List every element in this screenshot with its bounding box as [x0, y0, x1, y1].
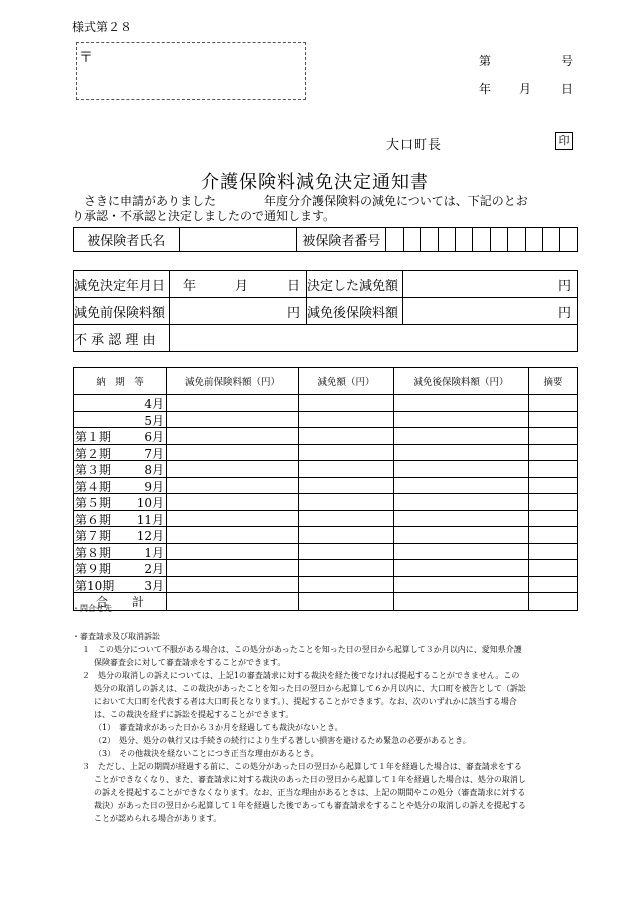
- after-amount-cell[interactable]: [394, 461, 529, 478]
- period-label: 第４期: [75, 479, 112, 494]
- rejection-reason-label: 不 承 認 理 由: [74, 325, 170, 352]
- remarks-cell[interactable]: [529, 411, 578, 428]
- insured-name-field[interactable]: [179, 228, 297, 252]
- after-amount-cell[interactable]: [394, 411, 529, 428]
- period-cell: [74, 494, 167, 511]
- after-amount-cell[interactable]: [394, 576, 529, 593]
- insured-number-digit[interactable]: [421, 228, 438, 252]
- header-nen: 年: [479, 82, 492, 96]
- col-header-period: 納 期 等: [74, 368, 167, 395]
- before-amount-label: 減免前保険料額: [74, 298, 170, 325]
- header-go: 号: [561, 54, 574, 68]
- after-amount-cell[interactable]: [394, 477, 529, 494]
- table-row: [74, 395, 578, 412]
- month-label: 6月: [144, 430, 164, 444]
- before-amount-field[interactable]: 円: [170, 298, 307, 325]
- postal-mark: 〒: [79, 50, 93, 66]
- before-amount-cell[interactable]: [167, 395, 299, 412]
- note-sub-3: （3） その他裁決を経ないことにつき正当な理由があるとき。: [94, 749, 319, 758]
- period-label: 第６期: [75, 512, 112, 527]
- notes-heading: ・審査請求及び取消訴訟: [72, 632, 160, 641]
- period-label: 第７期: [75, 529, 112, 543]
- header-dai: 第: [479, 54, 492, 68]
- insured-name-label: 被保険者氏名: [74, 228, 180, 252]
- after-amount-cell[interactable]: [394, 444, 529, 461]
- note-3b: ことができなくなり、また、審査請求に対する裁決のあった日の翌日から起算して１年を経過した場合は、処分の取消し: [94, 775, 526, 784]
- note-2d: は、この裁決を経ずに訴訟を提起することができます。: [94, 710, 294, 719]
- note-sub-2: （2） 処分、処分の執行又は手続きの続行により生ずる著しい損害を避けるため緊急の必要があるとき。: [94, 736, 471, 745]
- note-2: ２ 処分の取消しの訴えについては、上記1の審査請求に対する裁決を経た後でなければ提起することができません。この: [82, 671, 520, 680]
- schedule-table: [73, 367, 578, 611]
- before-amount-cell[interactable]: [167, 527, 299, 544]
- insured-number-digit[interactable]: [490, 228, 507, 252]
- table-row: [74, 543, 578, 560]
- note-3c: の訴えを提起することができなくなります。なお、正当な理由があるときは、上記の期間やこの処分（審査請求に対する: [94, 788, 526, 797]
- reduction-cell[interactable]: [299, 411, 394, 428]
- intro-line-2: り承認・不承認と決定しましたので通知します。: [72, 209, 336, 223]
- period-cell: [74, 461, 167, 478]
- remarks-cell[interactable]: [529, 428, 578, 445]
- remarks-cell[interactable]: [529, 444, 578, 461]
- remarks-cell[interactable]: [529, 395, 578, 412]
- before-amount-cell[interactable]: [167, 428, 299, 445]
- remarks-cell[interactable]: [529, 494, 578, 511]
- month-label: 2月: [144, 562, 164, 576]
- decided-amount-label: 決定した減免額: [307, 271, 403, 298]
- period-label: 第２期: [75, 446, 112, 461]
- note-3e: ことが認められる場合があります。: [94, 814, 222, 823]
- period-cell: [74, 411, 167, 428]
- insured-number-digit[interactable]: [386, 228, 403, 252]
- period-cell: [74, 444, 167, 461]
- insured-number-digit[interactable]: [473, 228, 490, 252]
- note-1b: 保険審査会に対して審査請求をすることができます。: [94, 658, 286, 667]
- month-label: 7月: [144, 446, 164, 461]
- month-label: 10月: [136, 496, 164, 510]
- period-label: 第10期: [75, 578, 115, 593]
- appeal-notes: [72, 630, 582, 825]
- before-amount-cell[interactable]: [167, 444, 299, 461]
- month-label: 12月: [136, 529, 164, 543]
- reduction-cell[interactable]: [299, 543, 394, 560]
- period-cell: [74, 428, 167, 445]
- before-amount-cell[interactable]: [167, 494, 299, 511]
- after-amount-cell[interactable]: [394, 395, 529, 412]
- note-2c: において大口町を代表する者は大口町長となります。）、提起することができます。なお、次のいずれかに該当する場合: [94, 697, 517, 706]
- col-header-reduction: 減免額（円）: [299, 368, 394, 395]
- after-amount-field[interactable]: 円: [403, 298, 578, 325]
- col-header-before: 減免前保険料額（円）: [167, 368, 299, 395]
- insured-number-digit[interactable]: [508, 228, 525, 252]
- after-amount-label: 減免後保険料額: [307, 298, 403, 325]
- total-label: 合 計: [74, 593, 167, 611]
- before-amount-cell[interactable]: [167, 510, 299, 527]
- remarks-cell[interactable]: [529, 560, 578, 577]
- period-label: 第１期: [75, 430, 112, 444]
- after-amount-cell[interactable]: [394, 428, 529, 445]
- intro-text: [72, 194, 584, 224]
- decided-amount-field[interactable]: 円: [403, 271, 578, 298]
- form-number: 様式第２８: [72, 20, 133, 34]
- period-cell: [74, 527, 167, 544]
- month-label: 9月: [144, 479, 164, 494]
- reduction-cell[interactable]: [299, 560, 394, 577]
- table-row: [74, 477, 578, 494]
- issuer: 大口町長: [386, 138, 443, 153]
- after-amount-cell[interactable]: [394, 560, 529, 577]
- reduction-cell[interactable]: [299, 494, 394, 511]
- month-label: 3月: [144, 578, 164, 593]
- remarks-cell[interactable]: [529, 477, 578, 494]
- decision-table: [73, 270, 578, 352]
- reduction-cell[interactable]: [299, 477, 394, 494]
- seal-mark: 印: [555, 132, 573, 150]
- col-header-remarks: 摘要: [529, 368, 578, 395]
- table-row: [74, 510, 578, 527]
- total-remarks-cell[interactable]: [529, 593, 578, 611]
- period-label: 第８期: [75, 545, 112, 560]
- after-amount-cell[interactable]: [394, 527, 529, 544]
- reduction-cell[interactable]: [299, 461, 394, 478]
- total-before-cell[interactable]: [167, 593, 299, 611]
- month-label: 5月: [144, 413, 164, 428]
- insured-number-label: 被保険者番号: [297, 228, 386, 252]
- reduction-cell[interactable]: [299, 510, 394, 527]
- contact-label: ・問合せ先: [72, 604, 112, 613]
- intro-line-1: さきに申請がありました 年度分介護保険料の減免については、下記のとお: [84, 194, 528, 208]
- table-row: [74, 576, 578, 593]
- period-label: 第５期: [75, 496, 112, 510]
- col-header-after: 減免後保険料額（円）: [394, 368, 529, 395]
- period-cell: [74, 576, 167, 593]
- table-row: [74, 444, 578, 461]
- month-label: 1月: [144, 545, 164, 560]
- before-amount-cell[interactable]: [167, 576, 299, 593]
- period-cell: [74, 543, 167, 560]
- after-amount-cell[interactable]: [394, 543, 529, 560]
- note-sub-1: （1） 審査請求があった日から３か月を経過しても裁決がないとき。: [94, 723, 343, 732]
- total-row: [74, 593, 578, 611]
- after-amount-cell[interactable]: [394, 494, 529, 511]
- after-amount-cell[interactable]: [394, 510, 529, 527]
- header-tsuki: 月: [519, 82, 532, 96]
- table-row: [74, 428, 578, 445]
- document-title: 介護保険料減免決定通知書: [201, 172, 429, 193]
- decision-date-value[interactable]: 年 月 日: [170, 271, 307, 298]
- table-row: [74, 527, 578, 544]
- reduction-cell[interactable]: [299, 395, 394, 412]
- rejection-reason-field[interactable]: [170, 325, 578, 352]
- total-after-cell[interactable]: [394, 593, 529, 611]
- insured-number-digit[interactable]: [560, 228, 578, 252]
- period-cell: [74, 560, 167, 577]
- month-label: 8月: [144, 463, 164, 477]
- insured-number-digit[interactable]: [456, 228, 473, 252]
- period-cell: [74, 395, 167, 412]
- before-amount-cell[interactable]: [167, 411, 299, 428]
- before-amount-cell[interactable]: [167, 560, 299, 577]
- address-box: [76, 42, 306, 100]
- decision-date-label: 減免決定年月日: [74, 271, 170, 298]
- before-amount-cell[interactable]: [167, 543, 299, 560]
- insured-number-digit[interactable]: [403, 228, 420, 252]
- month-label: 11月: [136, 512, 164, 527]
- remarks-cell[interactable]: [529, 461, 578, 478]
- header-hi: 日: [561, 82, 574, 96]
- month-label: 4月: [144, 397, 164, 411]
- reduction-cell[interactable]: [299, 576, 394, 593]
- table-row: [74, 560, 578, 577]
- period-cell: [74, 510, 167, 527]
- insured-number-digit[interactable]: [525, 228, 542, 252]
- reduction-cell[interactable]: [299, 444, 394, 461]
- before-amount-cell[interactable]: [167, 477, 299, 494]
- remarks-cell[interactable]: [529, 543, 578, 560]
- remarks-cell[interactable]: [529, 527, 578, 544]
- table-row: [74, 461, 578, 478]
- note-3d: 裁決）があった日の翌日から起算して１年を経過した後であっても審査請求をすることや処分の取消しの訴えを提起する: [94, 801, 526, 810]
- insured-table: [73, 227, 578, 252]
- insured-number-digit[interactable]: [543, 228, 560, 252]
- reduction-cell[interactable]: [299, 527, 394, 544]
- before-amount-cell[interactable]: [167, 461, 299, 478]
- insured-number-digit[interactable]: [438, 228, 455, 252]
- period-cell: [74, 477, 167, 494]
- remarks-cell[interactable]: [529, 510, 578, 527]
- period-label: 第３期: [75, 463, 112, 477]
- period-label: 第９期: [75, 562, 112, 576]
- note-2b: 処分の取消しの訴えは、この裁決があったことを知った日の翌日から起算して６か月以内に、大口町を被告として（訴訟: [94, 684, 526, 693]
- table-row: [74, 411, 578, 428]
- total-reduction-cell[interactable]: [299, 593, 394, 611]
- remarks-cell[interactable]: [529, 576, 578, 593]
- note-1: １ この処分について不服がある場合は、この処分があったことを知った日の翌日から起算して３か月以内に、愛知県介護: [82, 645, 522, 654]
- table-row: [74, 494, 578, 511]
- note-3: ３ ただし、上記の期間が経過する前に、この処分があった日の翌日から起算して１年を経過した場合は、審査請求をする: [82, 762, 522, 771]
- reduction-cell[interactable]: [299, 428, 394, 445]
